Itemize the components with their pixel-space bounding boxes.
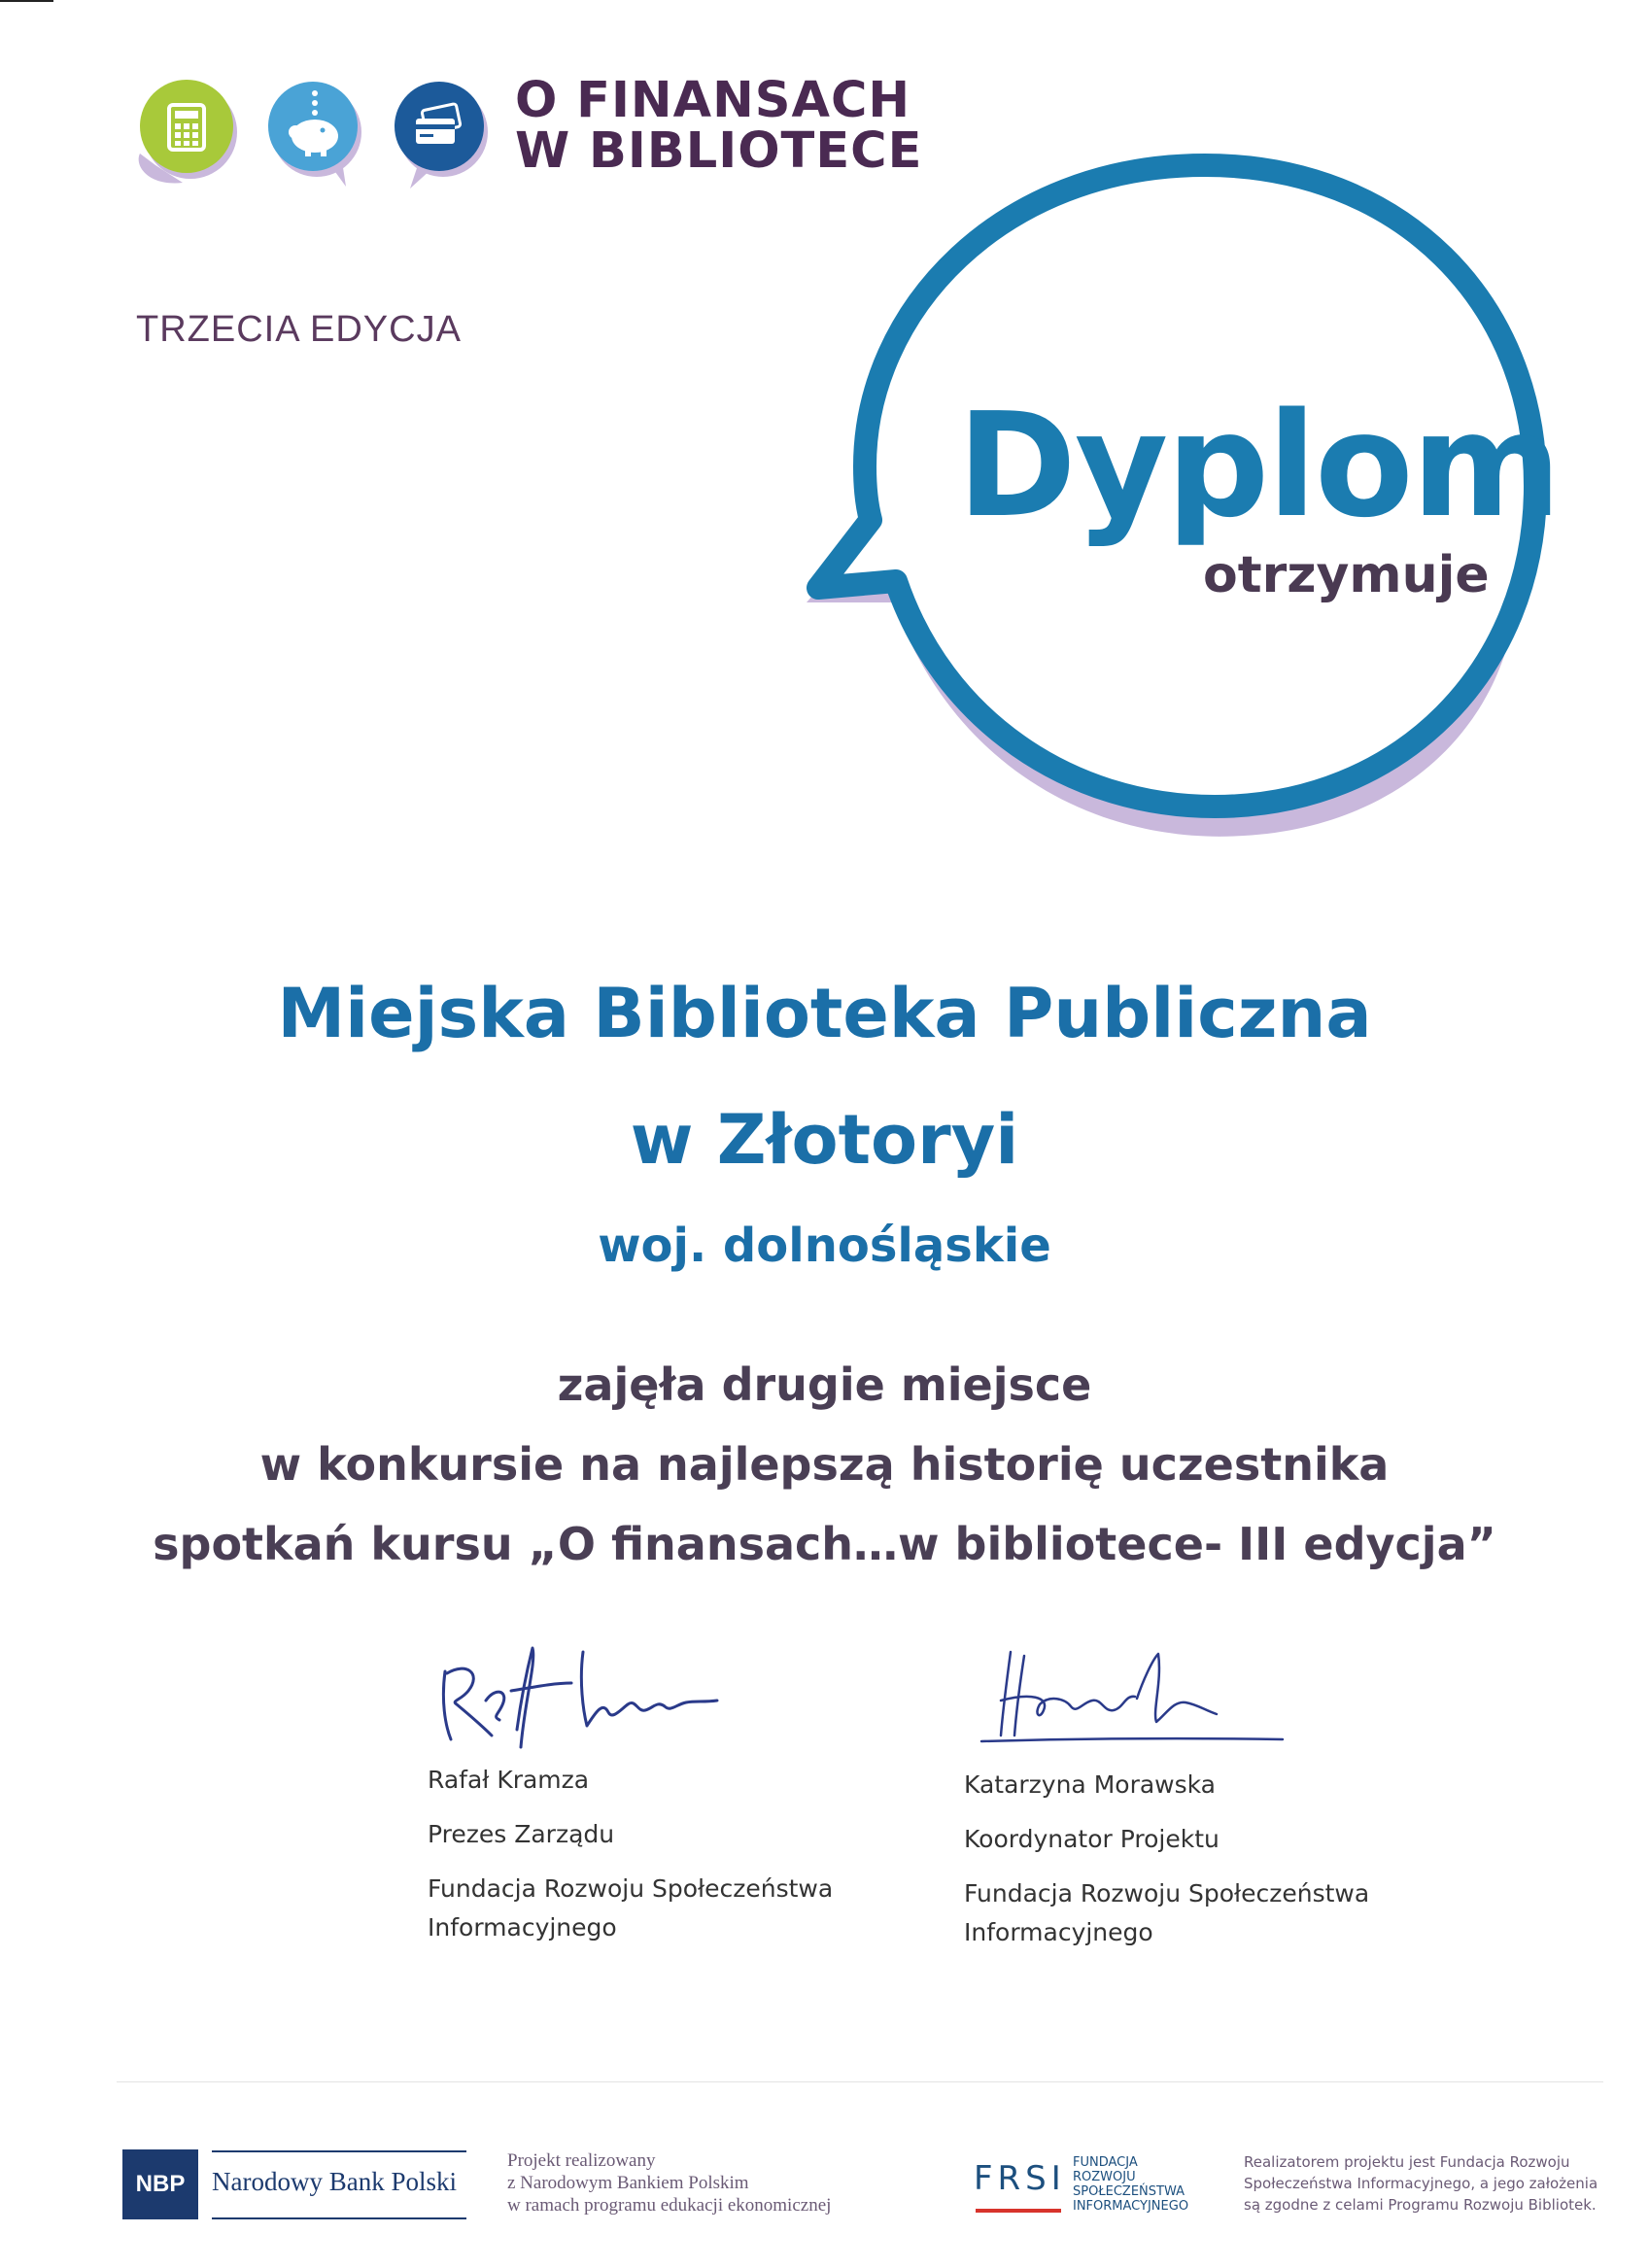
footer-divider <box>117 2081 1603 2082</box>
signature-left-caption <box>428 1761 833 1947</box>
award-line-1: zajęła drugie miejsce <box>557 1358 1092 1411</box>
credit-card-icon <box>395 82 488 189</box>
signer-role: Koordynator Projektu <box>964 1825 1220 1853</box>
signature-right-caption <box>964 1766 1369 1952</box>
diploma-title: Dyplom <box>957 382 1560 549</box>
realizator-line: Społeczeństwa Informacyjnego, a jego założenia <box>1244 2175 1598 2192</box>
signer-org-line2: Informacyjnego <box>964 1918 1153 1946</box>
realizator-line: są zgodne z celami Programu Rozwoju Bibliotek. <box>1244 2196 1597 2214</box>
corner-mark <box>0 0 53 2</box>
recipient-region: woj. dolnośląskie <box>598 1219 1051 1273</box>
recipient-name: Miejska Biblioteka Publiczna <box>277 974 1372 1053</box>
signature-left <box>428 1632 739 1759</box>
frsi-line: SPOŁECZEŃSTWA <box>1073 2184 1185 2199</box>
piggy-bank-icon <box>268 82 361 187</box>
frsi-full-name <box>1073 2155 1188 2214</box>
realizator-note <box>1244 2151 1597 2216</box>
award-line-3: spotkań kursu „O finansach…w bibliotece- III edycja” <box>153 1518 1496 1570</box>
signer-name: Rafał Kramza <box>428 1766 590 1794</box>
signature-right <box>972 1642 1302 1759</box>
nbp-logo: NBP <box>122 2149 198 2219</box>
signer-org-line1: Fundacja Rozwoju Społeczeństwa <box>428 1874 834 1903</box>
frsi-line: FUNDACJA <box>1073 2155 1138 2170</box>
frsi-line: INFORMACYJNEGO <box>1073 2199 1189 2214</box>
brand-logo-icons <box>126 68 496 194</box>
project-note-line: w ramach programu edukacji ekonomicznej <box>507 2195 832 2216</box>
diploma-subtitle: otrzymuje <box>1203 546 1490 604</box>
nbp-rule-top <box>212 2150 466 2152</box>
signer-org-line1: Fundacja Rozwoju Społeczeństwa <box>964 1879 1370 1907</box>
signer-org-line2: Informacyjnego <box>428 1913 617 1942</box>
brand-title-line2: W BIBLIOTECE <box>515 122 923 180</box>
edition-label: TRZECIA EDYCJA <box>136 309 462 350</box>
award-line-2: w konkursie na najlepszą historię uczestnika <box>259 1438 1390 1491</box>
signer-role: Prezes Zarządu <box>428 1820 615 1848</box>
recipient-city: w Złotoryi <box>630 1100 1019 1180</box>
frsi-logo: FRSI <box>974 2159 1066 2198</box>
frsi-line: ROZWOJU <box>1073 2170 1136 2184</box>
nbp-rule-bottom <box>212 2217 466 2219</box>
nbp-name: Narodowy Bank Polski <box>212 2167 457 2196</box>
project-note-line: z Narodowym Bankiem Polskim <box>507 2173 749 2193</box>
calculator-icon <box>139 80 237 183</box>
brand-title-line1: O FINANSACH <box>515 72 911 129</box>
realizator-line: Realizatorem projektu jest Fundacja Rozwoju <box>1244 2153 1570 2171</box>
frsi-underline <box>976 2209 1061 2213</box>
project-note <box>507 2149 831 2216</box>
signer-name: Katarzyna Morawska <box>964 1770 1216 1799</box>
project-note-line: Projekt realizowany <box>507 2150 656 2171</box>
